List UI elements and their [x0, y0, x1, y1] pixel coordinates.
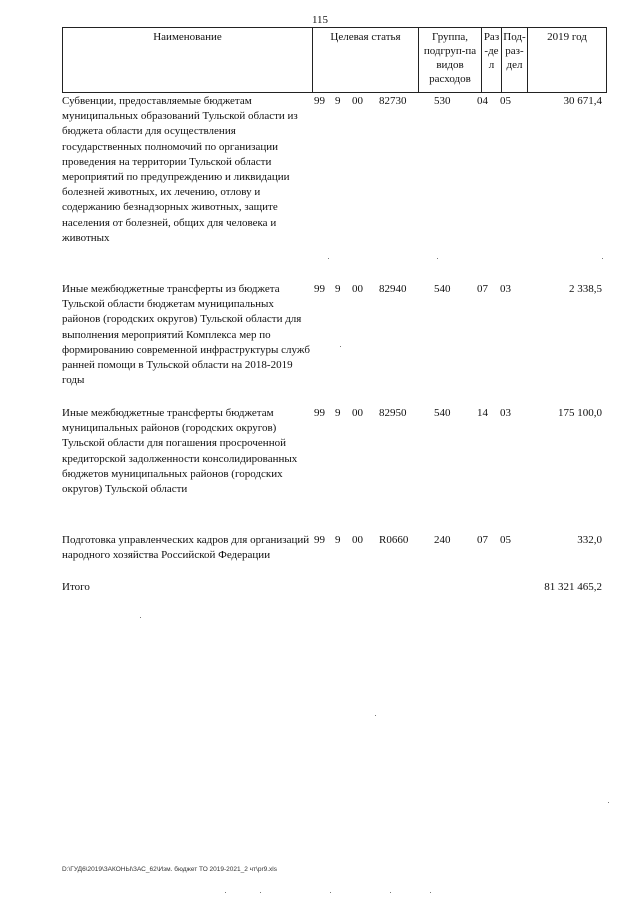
target-code-3: 00: [352, 95, 363, 107]
amount: 30 671,4: [563, 95, 602, 107]
header-section: Раз-дел: [482, 28, 502, 93]
amount: 2 338,5: [569, 283, 602, 295]
target-code-2: 9: [335, 534, 341, 546]
target-code-2: 9: [335, 407, 341, 419]
subsection-code: 05: [500, 534, 511, 546]
amount: 175 100,0: [558, 407, 602, 419]
group-code: 530: [434, 95, 451, 107]
target-code-2: 9: [335, 95, 341, 107]
section-code: 14: [477, 407, 488, 419]
scan-speck: [328, 258, 329, 259]
target-code-3: 00: [352, 283, 363, 295]
amount: 332,0: [577, 534, 602, 546]
group-code: 540: [434, 283, 451, 295]
subsection-code: 03: [500, 407, 511, 419]
row-name: Субвенции, предоставляемые бюджетам муниципальных образований Тульской области из бюджета области для осуществления государственных полномочий по организации проведения на территории Тульской области мероприятий по предупреждению и ликвидации болезней животных, их лечению, отлову и содержанию безнадзорных животных, защите населения от болезней, общих для человека и животных: [62, 95, 298, 244]
target-code-3: 00: [352, 534, 363, 546]
target-code-4: 82950: [379, 407, 407, 419]
table-header: [62, 27, 607, 93]
subsection-code: 05: [500, 95, 511, 107]
target-code-4: 82940: [379, 283, 407, 295]
target-code-4: R0660: [379, 534, 409, 546]
scan-speck: [430, 892, 431, 893]
scan-speck: [390, 892, 391, 893]
target-code-1: 99: [314, 283, 325, 295]
row-name: Иные межбюджетные трансферты из бюджета Тульской области бюджетам муниципальных районов (городских округов) Тульской области для выполнения мероприятий Комплекса мер по формированию современной инфраструктуры служб ранней помощи в Тульской области на 2018-2019 годы: [62, 283, 310, 387]
scan-speck: [140, 617, 141, 618]
header-year: 2019 год: [528, 28, 607, 93]
header-subsection: Под-раз-дел: [502, 28, 528, 93]
section-code: 04: [477, 95, 488, 107]
scan-speck: [260, 892, 261, 893]
header-group: Группа, подгруп-па видов расходов: [419, 28, 482, 93]
scan-speck: [375, 715, 376, 716]
total-label: Итого: [62, 581, 90, 593]
scan-speck: [340, 346, 341, 347]
group-code: 240: [434, 534, 451, 546]
target-code-1: 99: [314, 95, 325, 107]
target-code-4: 82730: [379, 95, 407, 107]
section-code: 07: [477, 534, 488, 546]
target-code-1: 99: [314, 534, 325, 546]
header-name: Наименование: [63, 28, 313, 93]
file-path-footer: D:\ГУД6\2019\ЗАКОНЫ\ЗАС_62\Изм. бюджет ТО 2019-2021_2 чт\pr9.xls: [62, 866, 277, 873]
target-code-3: 00: [352, 407, 363, 419]
total-amount: 81 321 465,2: [544, 581, 602, 593]
row-name: Подготовка управленческих кадров для организаций народного хозяйства Российской Федерации: [62, 534, 310, 562]
scan-speck: [608, 802, 609, 803]
group-code: 540: [434, 407, 451, 419]
subsection-code: 03: [500, 283, 511, 295]
page-number: 115: [311, 14, 329, 26]
section-code: 07: [477, 283, 488, 295]
target-code-1: 99: [314, 407, 325, 419]
scan-speck: [437, 258, 438, 259]
row-name: Иные межбюджетные трансферты бюджетам муниципальных районов (городских округов) Тульской области для погашения просроченной кредиторской задолженности консолидированных бюджетов муниципальных районов (городских округов) Тульской области: [62, 407, 298, 496]
header-target: Целевая статья: [313, 28, 419, 93]
scan-speck: [225, 892, 226, 893]
scan-speck: [602, 258, 603, 259]
target-code-2: 9: [335, 283, 341, 295]
scan-speck: [330, 892, 331, 893]
